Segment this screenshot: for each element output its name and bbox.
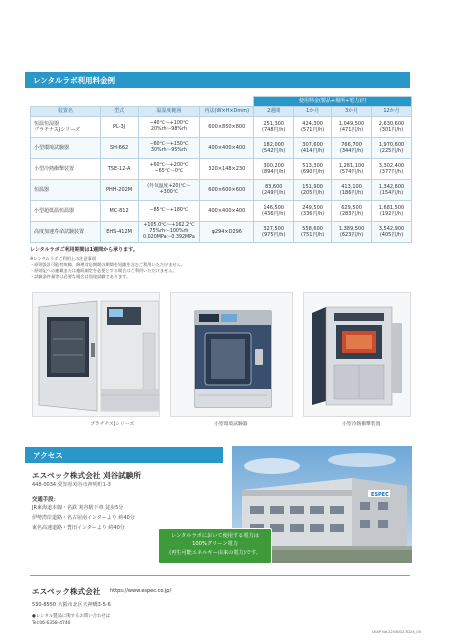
notes-line: ・原則記への連載または連続測定を必要とする場合はご利用いただけません。 (30, 268, 177, 274)
pricing-row (31, 117, 412, 138)
row-name: 小型超低温恒温器 (31, 201, 101, 222)
row-name: 小型環境試験器 (31, 138, 101, 159)
col-header-model: 型式 (100, 107, 138, 117)
lab-address: 448-0034 愛知県刈谷市神明町1-3 (32, 482, 111, 488)
contact-tel: Tel:06-6358-4746 (32, 620, 71, 626)
row-price-1month: 424,300 (571円/h) (294, 117, 332, 138)
row-price-3months: 629,500 (283円/h) (332, 201, 372, 222)
notes-line: ※レンタルラボご利用上の注意事項 (30, 255, 97, 261)
photo3-caption: 小型冷熱衝撃装置 (342, 422, 381, 427)
header-spacer (31, 97, 254, 107)
row-range: −60℃〜+150℃ 30%rh〜95%rh (138, 138, 200, 159)
pricing-table (30, 96, 412, 243)
col-header-2weeks: 2週間 (254, 107, 294, 117)
notes-line: ・試験条件量等は必要な場合は別途試験であります。 (30, 274, 131, 280)
col-header-12months: 12か月 (372, 107, 412, 117)
row-price-12months: 3,302,400 (377円/h) (372, 159, 412, 180)
transport-item: JR東海道本線・名鉄 刈谷駅下車 徒歩5分 (32, 505, 124, 511)
row-model: PHH-202M (100, 180, 138, 201)
row-price-3months: 1,389,500 (623円/h) (332, 222, 372, 243)
building-sign: ESPEC (371, 492, 389, 498)
row-range: −40℃〜+100℃ 20%rh〜98%rh (138, 117, 200, 138)
col-header-range: 温湿度範囲 (138, 107, 200, 117)
row-price-12months: 1,681,500 (192円/h) (372, 201, 412, 222)
row-price-2weeks: 300,200 (894円/h) (254, 159, 294, 180)
transport-list (32, 504, 135, 533)
platinous-j-photo (32, 292, 160, 417)
photo2-caption: 小型環境試験器 (214, 422, 248, 427)
col-header-1month: 1か月 (294, 107, 332, 117)
row-name: 恒温恒湿器 プラチナスJシリーズ (31, 117, 101, 138)
row-price-1month: 513,300 (690円/h) (294, 159, 332, 180)
row-dim: 600×600×600 (200, 180, 254, 201)
row-model: SH-662 (100, 138, 138, 159)
col-header-3months: 3か月 (332, 107, 372, 117)
pricing-section-title: レンタルラボ利用料金例 (33, 76, 116, 85)
green-power-callout (158, 528, 272, 564)
access-section-header (25, 447, 223, 463)
rental-notes (30, 247, 390, 281)
row-dim: 400×400×400 (200, 138, 254, 159)
notes-heading: レンタルラボご利用期間は1週間から承ります。 (30, 247, 138, 253)
col-header-name: 装置名 (31, 107, 101, 117)
row-price-1month: 307,600 (414円/h) (294, 138, 332, 159)
row-price-3months: 1,281,100 (574円/h) (332, 159, 372, 180)
row-range: +60℃〜+200℃ −65℃〜0℃ (138, 159, 200, 180)
row-price-1month: 249,500 (336円/h) (294, 201, 332, 222)
footer-address: 530-8550 大阪市北区天神橋3-5-6 (32, 602, 111, 608)
pricing-row (31, 138, 412, 159)
callout-line: レンタルラボにおいて使用する電力は (171, 533, 259, 539)
row-price-2weeks: 182,000 (542円/h) (254, 138, 294, 159)
notes-line: ・原則設計可能性故障、修理対応期間の期間を短縮を含むご利用いただけません。 (30, 261, 186, 267)
row-name: 高度加速寿命試験装置 (31, 222, 101, 243)
footer-divider (30, 575, 410, 576)
row-model: TSE-12-A (100, 159, 138, 180)
row-price-2weeks: 83,600 (249円/h) (254, 180, 294, 201)
row-price-2weeks: 146,500 (436円/h) (254, 201, 294, 222)
row-price-2weeks: 251,300 (748円/h) (254, 117, 294, 138)
row-dim: φ294×D296 (200, 222, 254, 243)
row-model: PL-3J (100, 117, 138, 138)
transport-item: 伊勢湾岸道路・名古屋南インターより 約40分 (32, 514, 135, 521)
pricing-row (31, 180, 412, 201)
row-price-3months: 766,700 (344円/h) (332, 138, 372, 159)
row-price-1month: 151,900 (205円/h) (294, 180, 332, 201)
row-range: −85℃〜+180℃ (138, 201, 200, 222)
row-price-12months: 1,342,600 (154円/h) (372, 180, 412, 201)
contact-label: ●レンタル製品に関するお問い合わせは (32, 614, 111, 619)
tse-12-a-photo (303, 292, 411, 417)
callout-line: (再生可能エネルギー由来の電力)です。 (169, 549, 261, 556)
sh-662-photo (170, 292, 293, 417)
pricing-row (31, 159, 412, 180)
footer-company: エスペック株式会社 (32, 587, 101, 596)
footer-url-link[interactable]: https://www.espec.co.jp/ (110, 588, 172, 594)
row-price-3months: 1,049,500 (471円/h) (332, 117, 372, 138)
row-price-2weeks: 327,500 (975円/h) (254, 222, 294, 243)
row-name: 恒温器 (31, 180, 101, 201)
row-price-12months: 1,970,600 (225円/h) (372, 138, 412, 159)
access-section-title: アクセス (33, 451, 63, 460)
row-dim: 320×148×230 (200, 159, 254, 180)
usage-group-header: 使用料金(製品+場所+電力)円 (254, 97, 412, 107)
row-name: 小型冷熱衝撃装置 (31, 159, 101, 180)
row-price-3months: 413,100 (186円/h) (332, 180, 372, 201)
pricing-section-header (25, 72, 410, 88)
row-model: EHS-412M (100, 222, 138, 243)
transport-item: 東名高速道路・豊田インターより 約40分 (32, 524, 125, 531)
photo1-caption: プラチナスJシリーズ (90, 422, 135, 427)
pricing-row (31, 222, 412, 243)
row-price-12months: 2,630,600 (301円/h) (372, 117, 412, 138)
document-code: LEAP No.2203002-TD24_00 (372, 630, 421, 634)
row-range: +105.0℃〜+162.2℃ 75%rh〜100%rh 0.020MPa〜0.392MPa (138, 222, 200, 243)
row-price-12months: 3,542,900 (405円/h) (372, 222, 412, 243)
row-model: MC-812 (100, 201, 138, 222)
row-dim: 600×850×800 (200, 117, 254, 138)
footer-contact (32, 614, 110, 627)
row-dim: 400×400×400 (200, 201, 254, 222)
row-range: (外気温度+20)℃〜+300℃ (138, 180, 200, 201)
row-price-1month: 558,600 (751円/h) (294, 222, 332, 243)
transport-title: 交通手段： (32, 497, 59, 503)
pricing-row (31, 201, 412, 222)
lab-company-name: エスペック株式会社 刈谷試験所 (32, 471, 141, 480)
col-header-dim: 内法(W×H×Dmm) (200, 107, 254, 117)
callout-line: 100%グリーン電力 (192, 541, 238, 548)
